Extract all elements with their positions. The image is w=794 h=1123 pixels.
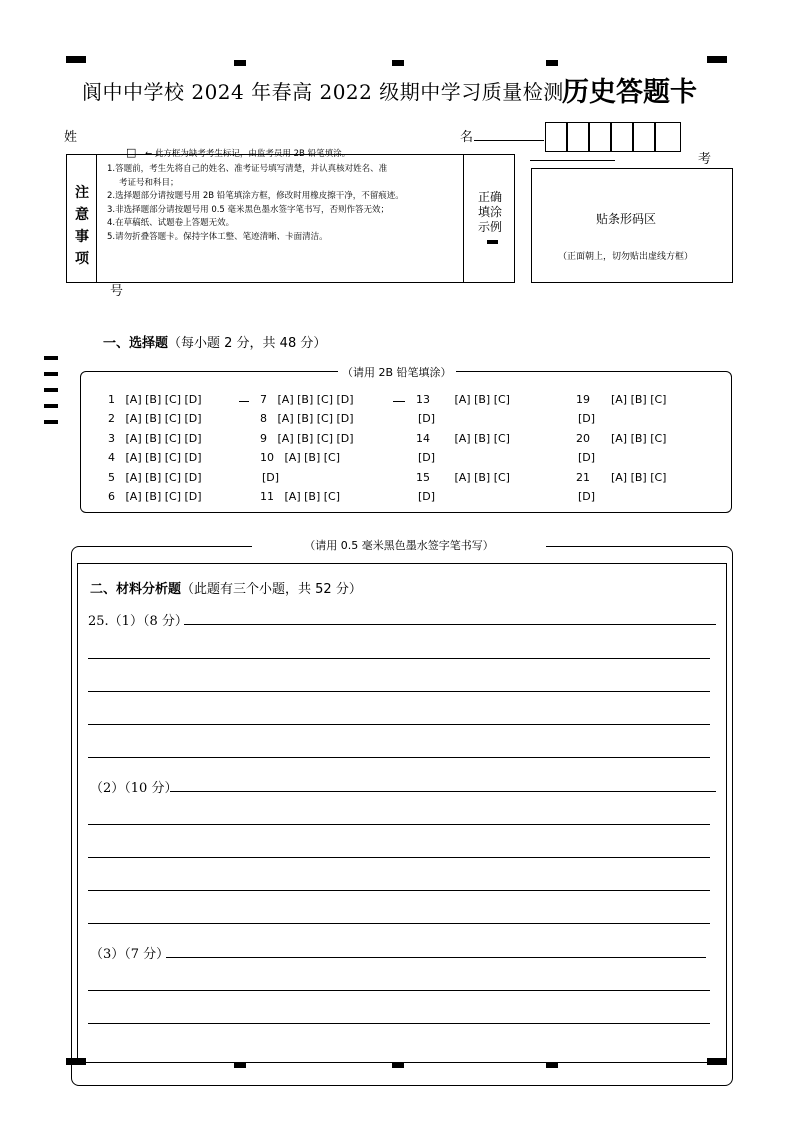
answer-line[interactable] — [88, 990, 710, 991]
answer-line[interactable] — [88, 1023, 710, 1024]
mc-row[interactable]: [D] — [578, 490, 596, 504]
mc-row[interactable]: [D] — [418, 490, 436, 504]
mc-row[interactable]: 19 [A] [B] [C] — [576, 393, 667, 406]
mc-col1 — [108, 390, 202, 506]
notice-item: 考证号和科目； — [119, 177, 179, 188]
answer-line[interactable] — [88, 691, 710, 692]
timing-mark — [44, 356, 58, 360]
answer-line[interactable] — [88, 658, 710, 659]
id-cell[interactable] — [567, 122, 589, 152]
subject-title: 历史答题卡 — [562, 77, 697, 108]
example-filled-mark — [487, 240, 498, 244]
mc-row[interactable]: 7 [A] [B] [C] [D] — [260, 393, 354, 406]
timing-mark — [44, 388, 58, 392]
timing-mark — [707, 1058, 727, 1065]
exam-no-label: 考 — [698, 152, 712, 167]
answer-line[interactable] — [184, 624, 716, 625]
exam-no-underline — [530, 160, 615, 161]
mc-row[interactable]: 9 [A] [B] [C] [D] — [260, 431, 354, 445]
section1-subtitle: （每小题 2 分，共 48 分） — [168, 336, 327, 351]
barcode-hint: （正面朝上，切勿贴出虚线方框） — [558, 252, 694, 262]
answer-line[interactable] — [88, 824, 710, 825]
mc-row[interactable]: 3 [A] [B] [C] [D] — [108, 431, 202, 445]
timing-mark — [546, 60, 558, 66]
timing-mark — [66, 56, 86, 63]
notice-item: 4.在草稿纸、试题卷上答题无效。 — [107, 218, 235, 228]
mc-row[interactable]: 21 [A] [B] [C] — [576, 470, 667, 484]
mc-instruction: （请用 2B 铅笔填涂） — [338, 364, 456, 380]
notice-item: 3.非选择题部分请按题号用 0.5 毫米黑色墨水签字笔书写，否则作答无效； — [107, 204, 390, 215]
example-label: 正确 填涂 示例 — [478, 190, 503, 234]
answer-line[interactable] — [88, 923, 710, 924]
answer-instruction: （请用 0.5 毫米黑色墨水签字笔书写） — [252, 537, 546, 553]
timing-mark — [44, 404, 58, 408]
mc-row[interactable]: 11 [A] [B] [C] — [260, 490, 340, 504]
name-underline — [474, 140, 544, 141]
answer-line[interactable] — [88, 857, 710, 858]
name-label: 姓 — [64, 130, 78, 145]
notice-item: 1.答题前，考生先将自己的姓名、准考证号填写清楚，并认真核对姓名、准 — [107, 164, 388, 174]
mc-row[interactable]: [D] — [418, 451, 436, 465]
exam-no-label-2: 号 — [110, 284, 124, 299]
timing-mark — [546, 1062, 558, 1068]
question-25-2-label: （2）（10 分） — [90, 781, 178, 796]
mc-col4 — [576, 390, 666, 506]
mc-row[interactable]: 15 [A] [B] [C] — [416, 470, 510, 484]
answer-line[interactable] — [88, 724, 710, 725]
mc-divider — [239, 401, 249, 402]
id-cell[interactable] — [589, 122, 611, 152]
absent-text: ← 此方框为缺考考生标记，由监考员用 2B 铅笔填涂。 — [145, 149, 351, 159]
page-title: 阆中中学校 2024 年春高 2022 级期中学习质量检测 — [82, 80, 564, 104]
notice-items — [107, 163, 404, 244]
timing-mark — [234, 1062, 246, 1068]
notice-divider-right — [463, 154, 464, 283]
mc-row[interactable]: [D] — [578, 451, 596, 465]
answer-inner-box — [77, 563, 727, 1063]
answer-line[interactable] — [88, 890, 710, 891]
answer-line[interactable] — [166, 957, 706, 958]
section2-title: 二、材料分析题（此题有三个小题，共 52 分） — [90, 582, 362, 597]
mc-row[interactable]: [D] — [418, 412, 436, 426]
mc-row[interactable]: 13 [A] [B] [C] — [416, 393, 510, 406]
mc-row[interactable]: 14 [A] [B] [C] — [416, 431, 510, 445]
notice-item: 2.选择题部分请按题号用 2B 铅笔填涂方框，修改时用橡皮擦干净，不留痕迹。 — [107, 191, 404, 201]
mc-row[interactable]: 5 [A] [B] [C] [D] — [108, 470, 202, 484]
question-25-1-label: 25.（1）（8 分） — [88, 614, 188, 629]
mc-row[interactable]: [D] — [262, 470, 280, 484]
notice-item: 5.请勿折叠答题卡。保持字体工整、笔迹清晰、卡面清洁。 — [107, 231, 328, 242]
mc-divider — [393, 401, 405, 402]
absent-marker — [126, 146, 350, 162]
timing-mark — [44, 420, 58, 424]
absent-checkbox[interactable]: □ — [126, 146, 137, 159]
timing-mark — [707, 56, 727, 63]
mc-row[interactable]: 4 [A] [B] [C] [D] — [108, 451, 202, 465]
mc-row[interactable]: 2 [A] [B] [C] [D] — [108, 412, 202, 426]
timing-mark — [392, 60, 404, 66]
question-25-3-label: （3）（7 分） — [90, 947, 170, 962]
mc-row[interactable]: 6 [A] [B] [C] [D] — [108, 490, 202, 504]
mc-col2 — [260, 390, 354, 506]
section2-subtitle: （此题有三个小题，共 52 分） — [181, 582, 362, 597]
barcode-title: 贴条形码区 — [596, 212, 657, 226]
id-cell[interactable] — [545, 122, 567, 152]
notice-label: 注 意 事 项 — [75, 185, 89, 267]
mc-col3 — [416, 390, 510, 506]
timing-mark — [392, 1062, 404, 1068]
mc-row[interactable]: [D] — [578, 412, 596, 426]
timing-mark — [44, 372, 58, 376]
id-cell[interactable] — [611, 122, 633, 152]
mc-row[interactable]: 20 [A] [B] [C] — [576, 431, 667, 445]
notice-divider-left — [96, 154, 97, 283]
id-cell[interactable] — [633, 122, 655, 152]
timing-mark — [66, 1058, 86, 1065]
mc-row[interactable]: 8 [A] [B] [C] [D] — [260, 412, 354, 426]
mc-row[interactable]: 1 [A] [B] [C] [D] — [108, 393, 202, 406]
section1-title: 一、选择题（每小题 2 分，共 48 分） — [103, 336, 327, 351]
mc-row[interactable]: 10 [A] [B] [C] — [260, 451, 340, 465]
answer-line[interactable] — [88, 757, 710, 758]
id-cell[interactable] — [655, 122, 681, 152]
timing-mark — [234, 60, 246, 66]
name-label-2: 名 — [460, 130, 474, 145]
answer-line[interactable] — [170, 791, 716, 792]
